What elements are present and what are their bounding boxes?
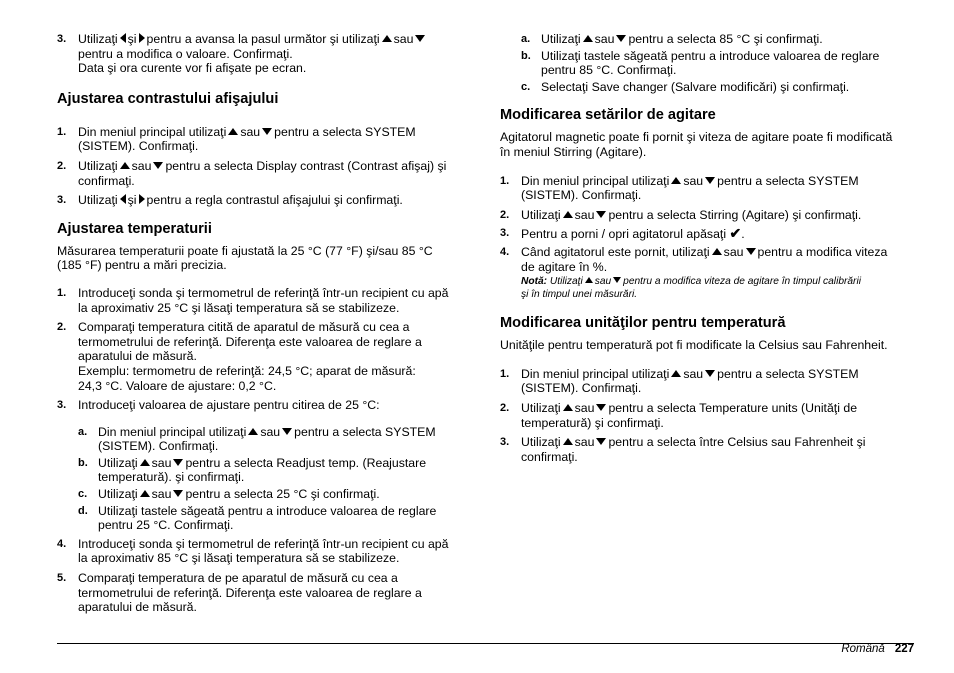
text: Pentru a porni / opri agitatorul apăsaţi (521, 227, 727, 242)
text: Când agitatorul este pornit, utilizaţi (521, 244, 710, 259)
text: pentru a selecta SYSTEM (294, 424, 436, 439)
text: aparatului de măsură. (78, 600, 197, 615)
arrow-down-icon (596, 404, 606, 411)
text: (SISTEM). Confirmaţi. (521, 381, 642, 396)
list-item (57, 159, 469, 188)
paragraph: Agitatorul magnetic poate fi pornit şi viteza de agitare poate fi modificată (500, 130, 893, 145)
text: pentru a avansa la pasul următor şi utilizaţi (146, 32, 380, 46)
item-number: 3. (57, 194, 67, 207)
text: Utilizaţi tastele săgeată pentru a introduce valoarea de reglare (98, 503, 437, 518)
section-title: Ajustarea temperaturii (57, 220, 212, 237)
text: Utilizaţi (541, 32, 581, 46)
text: pentru a modifica viteza de agitare în timpul calibrării (623, 276, 861, 288)
sub-item (500, 49, 914, 78)
text: Utilizaţi (78, 32, 118, 46)
text: pentru a regla contrastul afişajului şi confirmaţi. (146, 193, 403, 208)
sub-item (500, 32, 914, 47)
text: sau (574, 207, 595, 222)
arrow-up-icon (671, 370, 681, 377)
text: Comparaţi temperatura citită de aparatul de măsură cu cea a (78, 320, 410, 335)
list-item (57, 320, 469, 393)
arrow-right-icon (139, 33, 145, 43)
text: pentru a selecta 85 °C şi confirmaţi. (628, 32, 823, 46)
left-column (57, 32, 469, 615)
note (500, 276, 914, 301)
arrow-up-icon (382, 35, 392, 42)
text: Utilizaţi tastele săgeată pentru a introduce valoarea de reglare (541, 48, 880, 63)
arrow-down-icon (282, 428, 292, 435)
text: Utilizaţi (98, 487, 138, 502)
text: şi (127, 193, 137, 208)
text: pentru a selecta Temperature units (Unităţi de (608, 400, 858, 415)
text: pentru a modifica viteza (757, 244, 888, 259)
list-item (500, 367, 914, 396)
list-item (500, 208, 914, 223)
text: Data şi ora curente vor fi afişate pe ecran. (78, 61, 307, 76)
text: temperatură). şi confirmaţi. (98, 470, 245, 485)
text: Utilizaţi (78, 193, 118, 208)
text: pentru a selecta Stirring (Agitare) şi confirmaţi. (608, 207, 862, 222)
list-item (57, 398, 469, 413)
arrow-up-icon (583, 35, 593, 42)
text: Utilizaţi (521, 400, 561, 415)
item-number: 1. (500, 174, 510, 187)
text: confirmaţi. (521, 449, 578, 464)
note-label: Notă: (521, 276, 548, 288)
text: Utilizaţi (78, 158, 118, 173)
text: Introduceţi sonda şi termometrul de referinţă într-un recipient cu apă (78, 285, 449, 300)
item-letter: b. (521, 49, 531, 62)
item-number: 3. (57, 33, 67, 45)
item-letter: c. (78, 488, 88, 501)
text: (SISTEM). Confirmaţi. (521, 188, 642, 203)
item-letter: b. (78, 456, 88, 469)
item-number: 5. (57, 572, 67, 585)
item-number: 3. (57, 399, 67, 412)
text: 24,3 °C. Valoare de ajustare: 0,2 °C. (78, 378, 277, 393)
arrow-down-icon (173, 490, 183, 497)
list-item (57, 571, 469, 615)
sub-item (500, 80, 914, 95)
page-footer (841, 642, 914, 657)
item-number: 1. (57, 125, 67, 138)
arrow-down-icon (705, 177, 715, 184)
list-item (57, 193, 469, 208)
arrow-up-icon (140, 459, 150, 466)
text: sau (683, 173, 704, 188)
arrow-down-icon (613, 277, 621, 283)
section-title: Modificarea setărilor de agitare (500, 107, 716, 124)
text: Selectaţi Save changer (Salvare modificări) şi confirmaţi. (541, 79, 850, 94)
list-item (57, 286, 469, 315)
text: termometrului de referinţă. Diferenţa este valoarea de reglare a (78, 334, 422, 349)
list-item (500, 174, 914, 203)
text: sau (151, 455, 172, 470)
text: şi în timpul unei măsurări. (521, 288, 638, 300)
arrow-up-icon (563, 404, 573, 411)
list-item (500, 226, 914, 242)
list-item (500, 435, 914, 464)
text: pentru a selecta Readjust temp. (Reajustare (185, 455, 427, 470)
arrow-up-icon (563, 211, 573, 218)
item-number: 3. (500, 227, 510, 240)
item-number: 2. (57, 159, 67, 172)
text: sau (131, 158, 152, 173)
list-item (57, 32, 469, 76)
arrow-left-icon (120, 33, 126, 43)
list-item (500, 401, 914, 430)
text: pentru a selecta SYSTEM (717, 366, 859, 381)
text: la aproximativ 85 °C şi lăsaţi temperatura să se stabilizeze. (78, 551, 400, 566)
arrow-up-icon (120, 162, 130, 169)
text: pentru a selecta Display contrast (Contrast afişaj) şi (165, 158, 447, 173)
arrow-up-icon (228, 128, 238, 135)
text: Introduceţi valoarea de ajustare pentru citirea de 25 °C: (78, 398, 380, 413)
section-title: Ajustarea contrastului afişajului (57, 90, 279, 107)
item-number: 4. (57, 537, 67, 550)
list-item (57, 537, 469, 566)
arrow-up-icon (140, 490, 150, 497)
sub-item (57, 504, 469, 533)
right-column (500, 32, 914, 464)
item-number: 2. (500, 208, 510, 221)
item-number: 4. (500, 245, 510, 258)
arrow-down-icon (705, 370, 715, 377)
text: sau (594, 276, 612, 288)
arrow-up-icon (563, 438, 573, 445)
item-number: 2. (57, 321, 67, 334)
text: Utilizaţi (521, 435, 561, 450)
arrow-down-icon (173, 459, 183, 466)
text: (SISTEM). Confirmaţi. (78, 139, 199, 154)
text: Din meniul principal utilizaţi (98, 424, 247, 439)
text: Din meniul principal utilizaţi (521, 366, 670, 381)
item-letter: a. (521, 33, 531, 45)
text: la aproximativ 25 °C şi lăsaţi temperatura să se stabilizeze. (78, 300, 400, 315)
arrow-down-icon (596, 211, 606, 218)
arrow-up-icon (248, 428, 258, 435)
text: Exemplu: termometru de referinţă: 24,5 °C; aparat de măsură: (78, 363, 416, 378)
item-number: 2. (500, 401, 510, 414)
text: Utilizaţi (521, 207, 561, 222)
arrow-down-icon (415, 35, 425, 42)
paragraph: Unităţile pentru temperatură pot fi modificate la Celsius sau Fahrenheit. (500, 338, 888, 353)
arrow-down-icon (262, 128, 272, 135)
section-title: Modificarea unităţilor pentru temperatură (500, 315, 786, 332)
text: sau (574, 400, 595, 415)
list-item (57, 125, 469, 154)
arrow-down-icon (153, 162, 163, 169)
sub-item (57, 487, 469, 502)
text: pentru a selecta 25 °C şi confirmaţi. (185, 487, 380, 502)
footer-divider (57, 643, 914, 644)
checkmark-icon: ✔ (729, 225, 742, 242)
item-letter: d. (78, 504, 88, 517)
text: Din meniul principal utilizaţi (521, 173, 670, 188)
arrow-up-icon (585, 277, 593, 283)
text: sau (240, 124, 261, 139)
item-number: 3. (500, 436, 510, 449)
text: pentru a selecta SYSTEM (274, 124, 416, 139)
text: Utilizaţi (549, 276, 583, 288)
sub-item (57, 425, 469, 454)
item-letter: c. (521, 80, 531, 93)
text: temperatură) şi confirmaţi. (521, 415, 664, 430)
text: pentru a modifica o valoare. Confirmaţi. (78, 46, 293, 61)
text: termometrului de referinţă. Diferenţa este valoarea de reglare a (78, 585, 422, 600)
text: şi (127, 32, 137, 46)
text: sau (723, 244, 744, 259)
item-letter: a. (78, 425, 88, 438)
arrow-down-icon (616, 35, 626, 42)
item-number: 1. (500, 367, 510, 380)
text: sau (574, 435, 595, 450)
paragraph: în meniul Stirring (Agitare). (500, 144, 647, 159)
text: sau (683, 366, 704, 381)
paragraph: Măsurarea temperaturii poate fi ajustată la 25 °C (77 °F) şi/sau 85 °C (57, 243, 433, 258)
text: pentru 85 °C. Confirmaţi. (541, 63, 677, 78)
text: sau (151, 487, 172, 502)
text: pentru 25 °C. Confirmaţi. (98, 518, 234, 533)
arrow-down-icon (596, 438, 606, 445)
item-number: 1. (57, 286, 67, 299)
list-item (500, 245, 914, 274)
arrow-down-icon (746, 248, 756, 255)
paragraph: (185 °F) pentru a mări precizia. (57, 258, 227, 273)
text: pentru a selecta SYSTEM (717, 173, 859, 188)
arrow-up-icon (671, 177, 681, 184)
text: Comparaţi temperatura de pe aparatul de măsură cu cea a (78, 571, 398, 586)
text: sau (393, 32, 414, 46)
text: pentru a selecta între Celsius sau Fahrenheit şi (608, 435, 866, 450)
arrow-up-icon (712, 248, 722, 255)
text: de agitare în %. (521, 259, 608, 274)
page-number: 227 (894, 643, 914, 655)
text: Din meniul principal utilizaţi (78, 124, 227, 139)
footer-language: Română (841, 643, 885, 655)
sub-item (57, 456, 469, 485)
arrow-right-icon (139, 194, 145, 204)
arrow-left-icon (120, 194, 126, 204)
text: sau (594, 32, 615, 46)
text: Introduceţi sonda şi termometrul de referinţă într-un recipient cu apă (78, 536, 449, 551)
text: confirmaţi. (78, 173, 135, 188)
text: sau (260, 424, 281, 439)
text: Utilizaţi (98, 455, 138, 470)
text: aparatului de măsură. (78, 349, 197, 364)
text: . (741, 227, 745, 242)
text: (SISTEM). Confirmaţi. (98, 439, 219, 454)
